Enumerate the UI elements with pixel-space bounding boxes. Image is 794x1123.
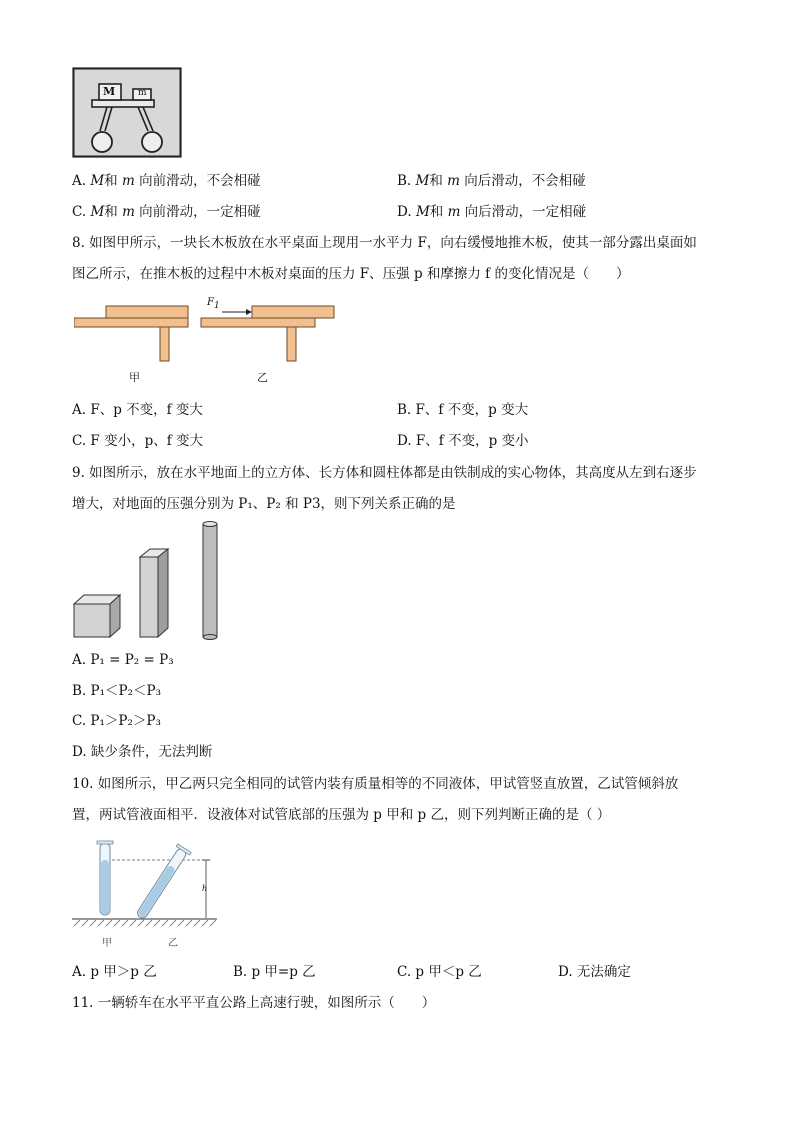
q7-option-d: D. M和 m 向后滑动，一定相碰 — [397, 204, 587, 220]
height-label-h: h — [202, 884, 208, 893]
q10-option-d: D. 无法确定 — [558, 964, 631, 980]
q9-option-c: C. P₁＞P₂＞P₃ — [72, 713, 161, 729]
q10-option-b: B. p 甲=p 乙 — [233, 964, 316, 980]
q9-option-a: A. P₁ = P₂ = P₃ — [72, 652, 174, 668]
q8-option-d: D. F、f 不变，p 变小 — [397, 433, 529, 449]
q11-stem-line1: 11. 一辆轿车在水平平直公路上高速行驶，如图所示（ ） — [72, 995, 436, 1011]
q9-stem-line2: 增大，对地面的压强分别为 P₁、P₂ 和 P3，则下列关系正确的是 — [72, 496, 456, 512]
tube-label-yi: 乙 — [168, 938, 178, 949]
board-table-figure — [74, 297, 336, 385]
solids-figure — [72, 520, 222, 642]
figure-label-jia: 甲 — [129, 371, 140, 384]
q8-option-c: C. F 变小，p、f 变大 — [72, 433, 204, 449]
q10-stem-line2: 置，两试管液面相平．设液体对试管底部的压强为 p 甲和 p 乙，则下列判断正确的是（ ） — [72, 807, 611, 823]
test-tube-figure — [72, 838, 217, 948]
cart-figure — [72, 67, 182, 158]
q7-option-c: C. M和 m 向前滑动，一定相碰 — [72, 204, 261, 220]
q9-option-d: D. 缺少条件，无法判断 — [72, 744, 213, 760]
block-m-label: m — [138, 88, 147, 98]
block-M-label: M — [103, 85, 116, 98]
q10-option-a: A. p 甲＞p 乙 — [72, 964, 157, 980]
q10-stem-line1: 10. 如图所示，甲乙两只完全相同的试管内装有质量相等的不同液体，甲试管竖直放置，乙试管倾斜放 — [72, 776, 679, 792]
q7-option-a: A. M和 m 向前滑动，不会相碰 — [72, 173, 261, 189]
force-label: $F_1$ — [207, 297, 220, 311]
figure-label-yi: 乙 — [257, 371, 268, 384]
q10-option-c: C. p 甲＜p 乙 — [397, 964, 482, 980]
q9-option-b: B. P₁＜P₂＜P₃ — [72, 683, 161, 699]
q8-option-b: B. F、f 不变，p 变大 — [397, 402, 529, 418]
q7-option-b: B. M和 m 向后滑动，不会相碰 — [397, 173, 586, 189]
q8-option-a: A. F、p 不变，f 变大 — [72, 402, 203, 418]
q9-stem-line1: 9. 如图所示，放在水平地面上的立方体、长方体和圆柱体都是由铁制成的实心物体，其高度从左到右逐步 — [72, 465, 697, 481]
tube-label-jia: 甲 — [102, 938, 112, 949]
q8-stem-line2: 图乙所示，在推木板的过程中木板对桌面的压力 F、压强 p 和摩擦力 f 的变化情况是（ ） — [72, 266, 630, 282]
q8-stem-line1: 8. 如图甲所示，一块长木板放在水平桌面上现用一水平力 F，向右缓慢地推木板，使其一部分露出桌面如 — [72, 235, 697, 251]
